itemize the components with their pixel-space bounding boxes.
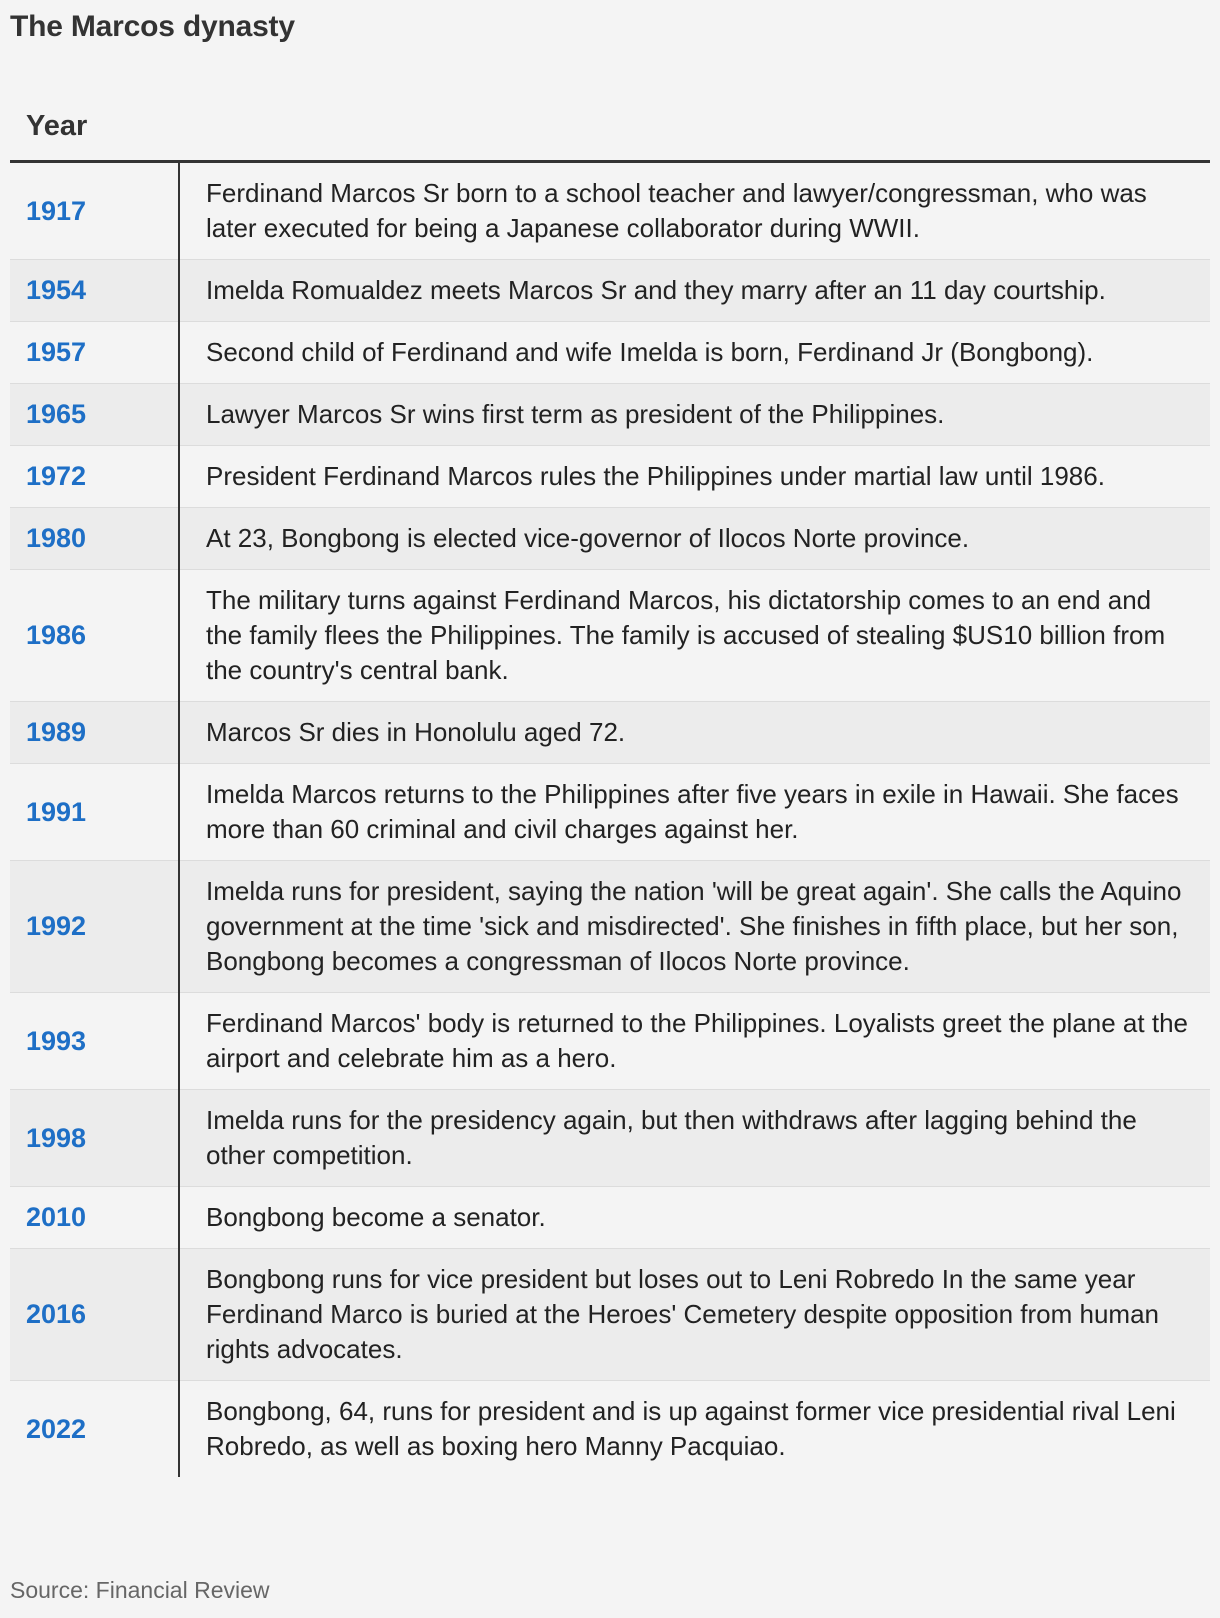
row-event: Imelda Marcos returns to the Philippines after five years in exile in Hawaii. She faces more than 60 criminal and civil charges against her. bbox=[206, 779, 1179, 844]
table-row bbox=[10, 1090, 1210, 1187]
timeline-table bbox=[10, 102, 1210, 1477]
table-row bbox=[10, 570, 1210, 702]
row-event: Bongbong become a senator. bbox=[206, 1202, 546, 1232]
row-year: 1957 bbox=[26, 337, 87, 367]
table-row bbox=[10, 1187, 1210, 1249]
table-row bbox=[10, 764, 1210, 861]
table-row bbox=[10, 322, 1210, 384]
row-event: Ferdinand Marcos' body is returned to the Philippines. Loyalists greet the plane at the airport and celebrate him as a hero. bbox=[206, 1008, 1188, 1073]
row-event: Marcos Sr dies in Honolulu aged 72. bbox=[206, 717, 626, 747]
row-year: 1917 bbox=[26, 195, 87, 226]
row-year: 1965 bbox=[26, 399, 87, 429]
row-event: Imelda Romualdez meets Marcos Sr and they marry after an 11 day courtship. bbox=[206, 275, 1106, 305]
row-year: 2016 bbox=[26, 1299, 87, 1329]
table-header bbox=[10, 102, 1210, 163]
row-event: Lawyer Marcos Sr wins first term as president of the Philippines. bbox=[206, 399, 945, 429]
table-row bbox=[10, 861, 1210, 993]
row-year: 1989 bbox=[26, 717, 87, 747]
table-row bbox=[10, 163, 1210, 260]
row-year: 1992 bbox=[26, 911, 87, 941]
table-row bbox=[10, 508, 1210, 570]
table-row bbox=[10, 384, 1210, 446]
row-year: 2010 bbox=[26, 1202, 87, 1232]
table-row bbox=[10, 260, 1210, 322]
source-credit: Source: Financial Review bbox=[10, 1577, 270, 1603]
table-row bbox=[10, 1249, 1210, 1381]
column-header-year: Year bbox=[26, 110, 88, 142]
row-event: Imelda runs for the presidency again, but then withdraws after lagging behind the other competition. bbox=[206, 1105, 1137, 1170]
row-event: The military turns against Ferdinand Marcos, his dictatorship comes to an end and the family flees the Philippines. The family is accused of stealing $US10 billion from the country's central bank. bbox=[206, 585, 1166, 685]
row-event: At 23, Bongbong is elected vice-governor of Ilocos Norte province. bbox=[206, 523, 970, 553]
row-year: 1986 bbox=[26, 620, 87, 650]
table-row bbox=[10, 446, 1210, 508]
table-body bbox=[10, 163, 1210, 1477]
table-row bbox=[10, 993, 1210, 1090]
row-event: Bongbong runs for vice president but loses out to Leni Robredo In the same year Ferdinand Marco is buried at the Heroes' Cemetery despite opposition from human rights advocates. bbox=[206, 1264, 1159, 1364]
row-year: 1954 bbox=[26, 275, 87, 305]
row-year: 2022 bbox=[26, 1413, 87, 1444]
row-event: Ferdinand Marcos Sr born to a school teacher and lawyer/congressman, who was later executed for being a Japanese collaborator during WWII. bbox=[206, 178, 1147, 243]
page-title: The Marcos dynasty bbox=[10, 10, 295, 43]
table-row bbox=[10, 1381, 1210, 1477]
row-event: Second child of Ferdinand and wife Imelda is born, Ferdinand Jr (Bongbong). bbox=[206, 337, 1094, 367]
row-event: Bongbong, 64, runs for president and is up against former vice presidential rival Leni Robredo, as well as boxing hero Manny Pacquiao. bbox=[206, 1396, 1176, 1461]
row-year: 1972 bbox=[26, 461, 87, 491]
row-year: 1998 bbox=[26, 1122, 87, 1153]
table-row bbox=[10, 702, 1210, 764]
row-event: President Ferdinand Marcos rules the Philippines under martial law until 1986. bbox=[206, 461, 1105, 491]
row-year: 1993 bbox=[26, 1025, 87, 1056]
row-event: Imelda runs for president, saying the nation 'will be great again'. She calls the Aquino government at the time 'sick and misdirected'. She finishes in fifth place, but her son, Bongbong becomes a congressman of Ilocos Norte province. bbox=[206, 876, 1182, 976]
row-year: 1991 bbox=[26, 796, 87, 827]
row-year: 1980 bbox=[26, 523, 87, 553]
